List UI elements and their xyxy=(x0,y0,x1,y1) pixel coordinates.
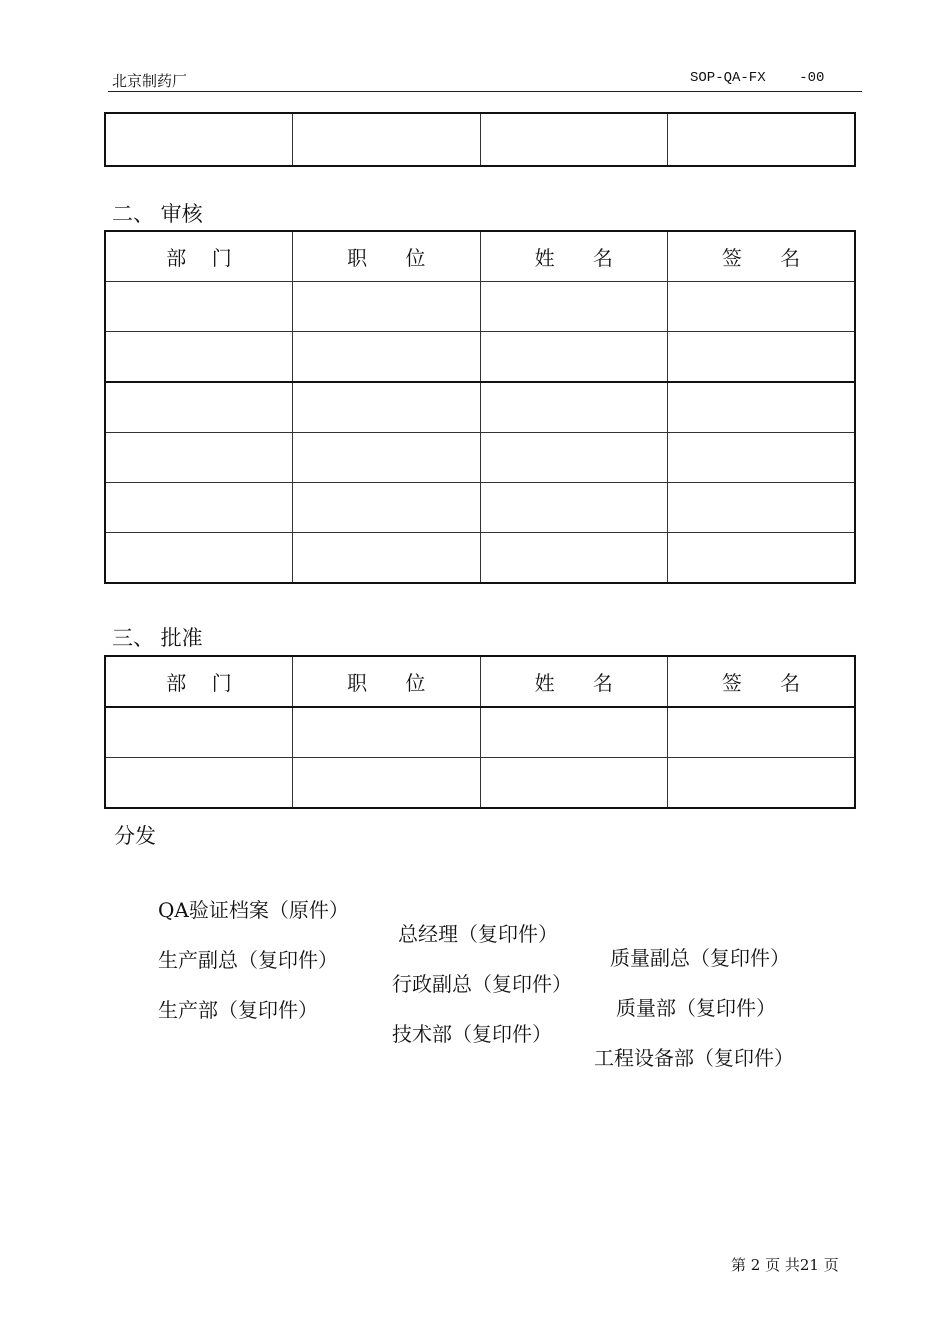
input-cell[interactable] xyxy=(105,707,293,758)
distribution-item: 生产副总（复印件） xyxy=(158,948,338,972)
input-cell[interactable] xyxy=(668,382,856,433)
column-header-position: 职 位 xyxy=(293,231,481,282)
distribution-item: 质量部（复印件） xyxy=(616,996,776,1020)
distribution-item: QA验证档案（原件） xyxy=(158,898,349,922)
table-row xyxy=(105,282,855,332)
distribution-item: 行政副总（复印件） xyxy=(392,972,572,996)
input-cell[interactable] xyxy=(480,707,668,758)
input-cell[interactable] xyxy=(668,533,856,584)
input-cell[interactable] xyxy=(480,382,668,433)
input-cell[interactable] xyxy=(105,758,293,809)
approval-table xyxy=(104,655,856,809)
column-header-name: 姓 名 xyxy=(480,231,668,282)
section-title-approval: 三、 批准 xyxy=(112,626,203,650)
section-title-review: 二、 审核 xyxy=(112,202,203,226)
input-cell[interactable] xyxy=(293,483,481,533)
input-cell[interactable] xyxy=(105,332,293,383)
input-cell[interactable] xyxy=(668,282,856,332)
distribution-item: 工程设备部（复印件） xyxy=(594,1046,794,1070)
column-header-department: 部 门 xyxy=(105,656,293,707)
table-row xyxy=(105,113,855,166)
column-header-position: 职 位 xyxy=(293,656,481,707)
input-cell[interactable] xyxy=(668,332,856,383)
input-cell[interactable] xyxy=(668,483,856,533)
input-cell[interactable] xyxy=(105,533,293,584)
distribution-item: 总经理（复印件） xyxy=(398,922,558,946)
distribution-title: 分发 xyxy=(114,824,156,848)
table-header-row xyxy=(105,656,855,707)
input-cell[interactable] xyxy=(293,758,481,809)
page-number: 第 2 页 共21 页 xyxy=(731,1256,839,1274)
input-cell[interactable] xyxy=(105,382,293,433)
continuation-table xyxy=(104,112,856,167)
distribution-item: 生产部（复印件） xyxy=(158,998,318,1022)
table-row xyxy=(105,433,855,483)
table-row xyxy=(105,332,855,383)
input-cell[interactable] xyxy=(293,533,481,584)
input-cell[interactable] xyxy=(293,282,481,332)
header-company: 北京制药厂 xyxy=(112,72,188,90)
input-cell[interactable] xyxy=(480,533,668,584)
review-table xyxy=(104,230,856,584)
input-cell[interactable] xyxy=(480,433,668,483)
distribution-item: 技术部（复印件） xyxy=(392,1022,552,1046)
table-row xyxy=(105,707,855,758)
input-cell[interactable] xyxy=(293,433,481,483)
input-cell[interactable] xyxy=(480,332,668,383)
table-cell xyxy=(293,113,481,166)
input-cell[interactable] xyxy=(668,707,856,758)
input-cell[interactable] xyxy=(668,758,856,809)
table-cell xyxy=(105,113,293,166)
input-cell[interactable] xyxy=(105,433,293,483)
column-header-name: 姓 名 xyxy=(480,656,668,707)
input-cell[interactable] xyxy=(293,382,481,433)
header-doc-code: SOP-QA-FX -00 xyxy=(690,70,825,86)
distribution-item: 质量副总（复印件） xyxy=(610,946,790,970)
input-cell[interactable] xyxy=(480,758,668,809)
table-row xyxy=(105,533,855,584)
input-cell[interactable] xyxy=(480,483,668,533)
table-row xyxy=(105,382,855,433)
table-row xyxy=(105,483,855,533)
input-cell[interactable] xyxy=(293,707,481,758)
input-cell[interactable] xyxy=(105,483,293,533)
table-cell xyxy=(668,113,856,166)
column-header-signature: 签 名 xyxy=(668,231,856,282)
column-header-signature: 签 名 xyxy=(668,656,856,707)
input-cell[interactable] xyxy=(668,433,856,483)
table-row xyxy=(105,758,855,809)
table-header-row xyxy=(105,231,855,282)
header-rule xyxy=(108,91,862,92)
column-header-department: 部 门 xyxy=(105,231,293,282)
input-cell[interactable] xyxy=(293,332,481,383)
table-cell xyxy=(480,113,668,166)
input-cell[interactable] xyxy=(480,282,668,332)
input-cell[interactable] xyxy=(105,282,293,332)
